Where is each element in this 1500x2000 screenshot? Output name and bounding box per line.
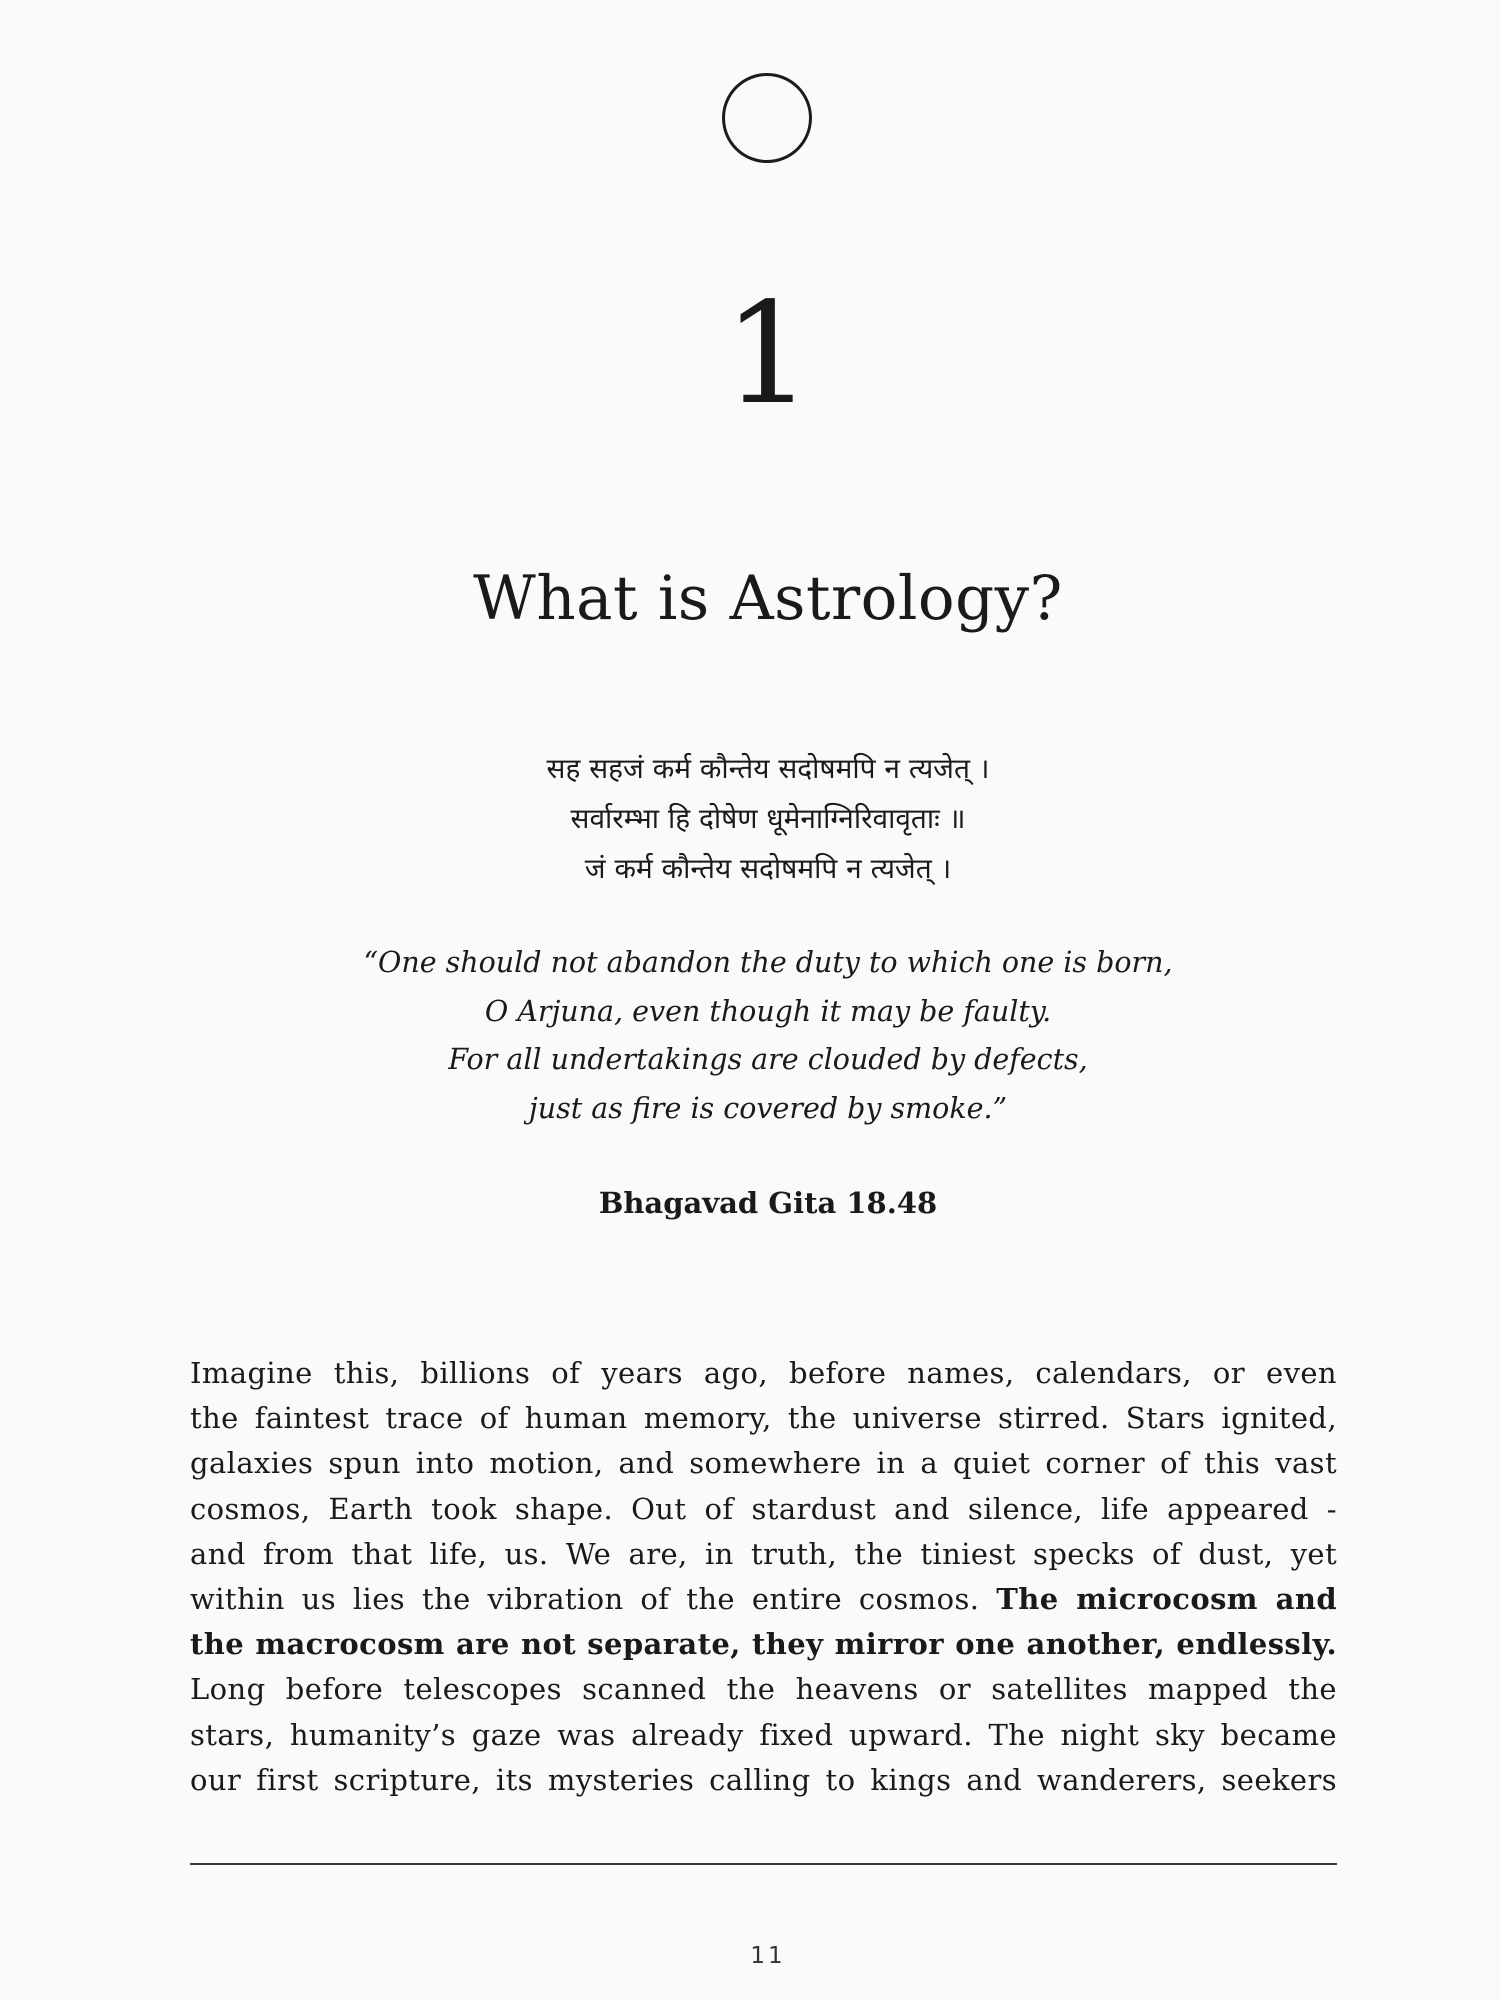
body-paragraph: [190, 1351, 1337, 1803]
body-line: galaxies spun into motion, and somewhere in a quiet corner of this vast: [190, 1446, 1337, 1481]
sanskrit-line: जं कर्म कौन्तेय सदोषमपि न त्यजेत् ।: [584, 852, 952, 885]
chapter-title: What is Astrology?: [473, 563, 1063, 634]
translation-line: For all undertakings are clouded by defects,: [448, 1043, 1088, 1076]
sanskrit-line: सर्वारम्भा हि दोषेण धूमेनाग्निरिवावृताः ॥: [570, 802, 966, 835]
body-line: cosmos, Earth took shape. Out of stardust and silence, life appeared -: [190, 1491, 1337, 1526]
sanskrit-verse: [0, 744, 1500, 894]
body-line: stars, humanity’s gaze was already fixed upward. The night sky became: [190, 1717, 1337, 1752]
translation-line: O Arjuna, even though it may be faulty.: [484, 994, 1052, 1028]
chapter-number: 1: [723, 273, 813, 436]
translation-line: “One should not abandon the duty to which one is born,: [363, 946, 1173, 979]
body-line: and from that life, us. We are, in truth, the tiniest specks of dust, yet: [190, 1536, 1337, 1571]
body-line: [190, 1622, 1337, 1667]
translation-line: just as fire is covered by smoke.”: [528, 1091, 1008, 1125]
sanskrit-line: सह सहजं कर्म कौन्तेय सदोषमपि न त्यजेत् ।: [546, 752, 990, 785]
verse-citation: Bhagavad Gita 18.48: [598, 1186, 938, 1220]
footer-rule: [190, 1863, 1337, 1865]
page-number: 11: [750, 1943, 786, 1969]
body-text-plain: within us lies the vibration of the entire cosmos.: [190, 1581, 980, 1616]
chapter-circle-ornament: [722, 73, 812, 163]
body-line: [190, 1577, 1337, 1622]
body-line: our first scripture, its mysteries calling to kings and wanderers, seekers: [190, 1762, 1337, 1797]
body-text-emphasis: The microcosm and: [996, 1581, 1337, 1616]
verse-translation: [0, 939, 1500, 1133]
body-text-emphasis: the macrocosm are not separate, they mirror one another, endlessly.: [190, 1627, 1337, 1662]
body-line: the faintest trace of human memory, the universe stirred. Stars ignited,: [190, 1401, 1337, 1436]
body-line: Imagine this, billions of years ago, before names, calendars, or even: [190, 1356, 1337, 1390]
body-line: Long before telescopes scanned the heavens or satellites mapped the: [190, 1672, 1337, 1707]
